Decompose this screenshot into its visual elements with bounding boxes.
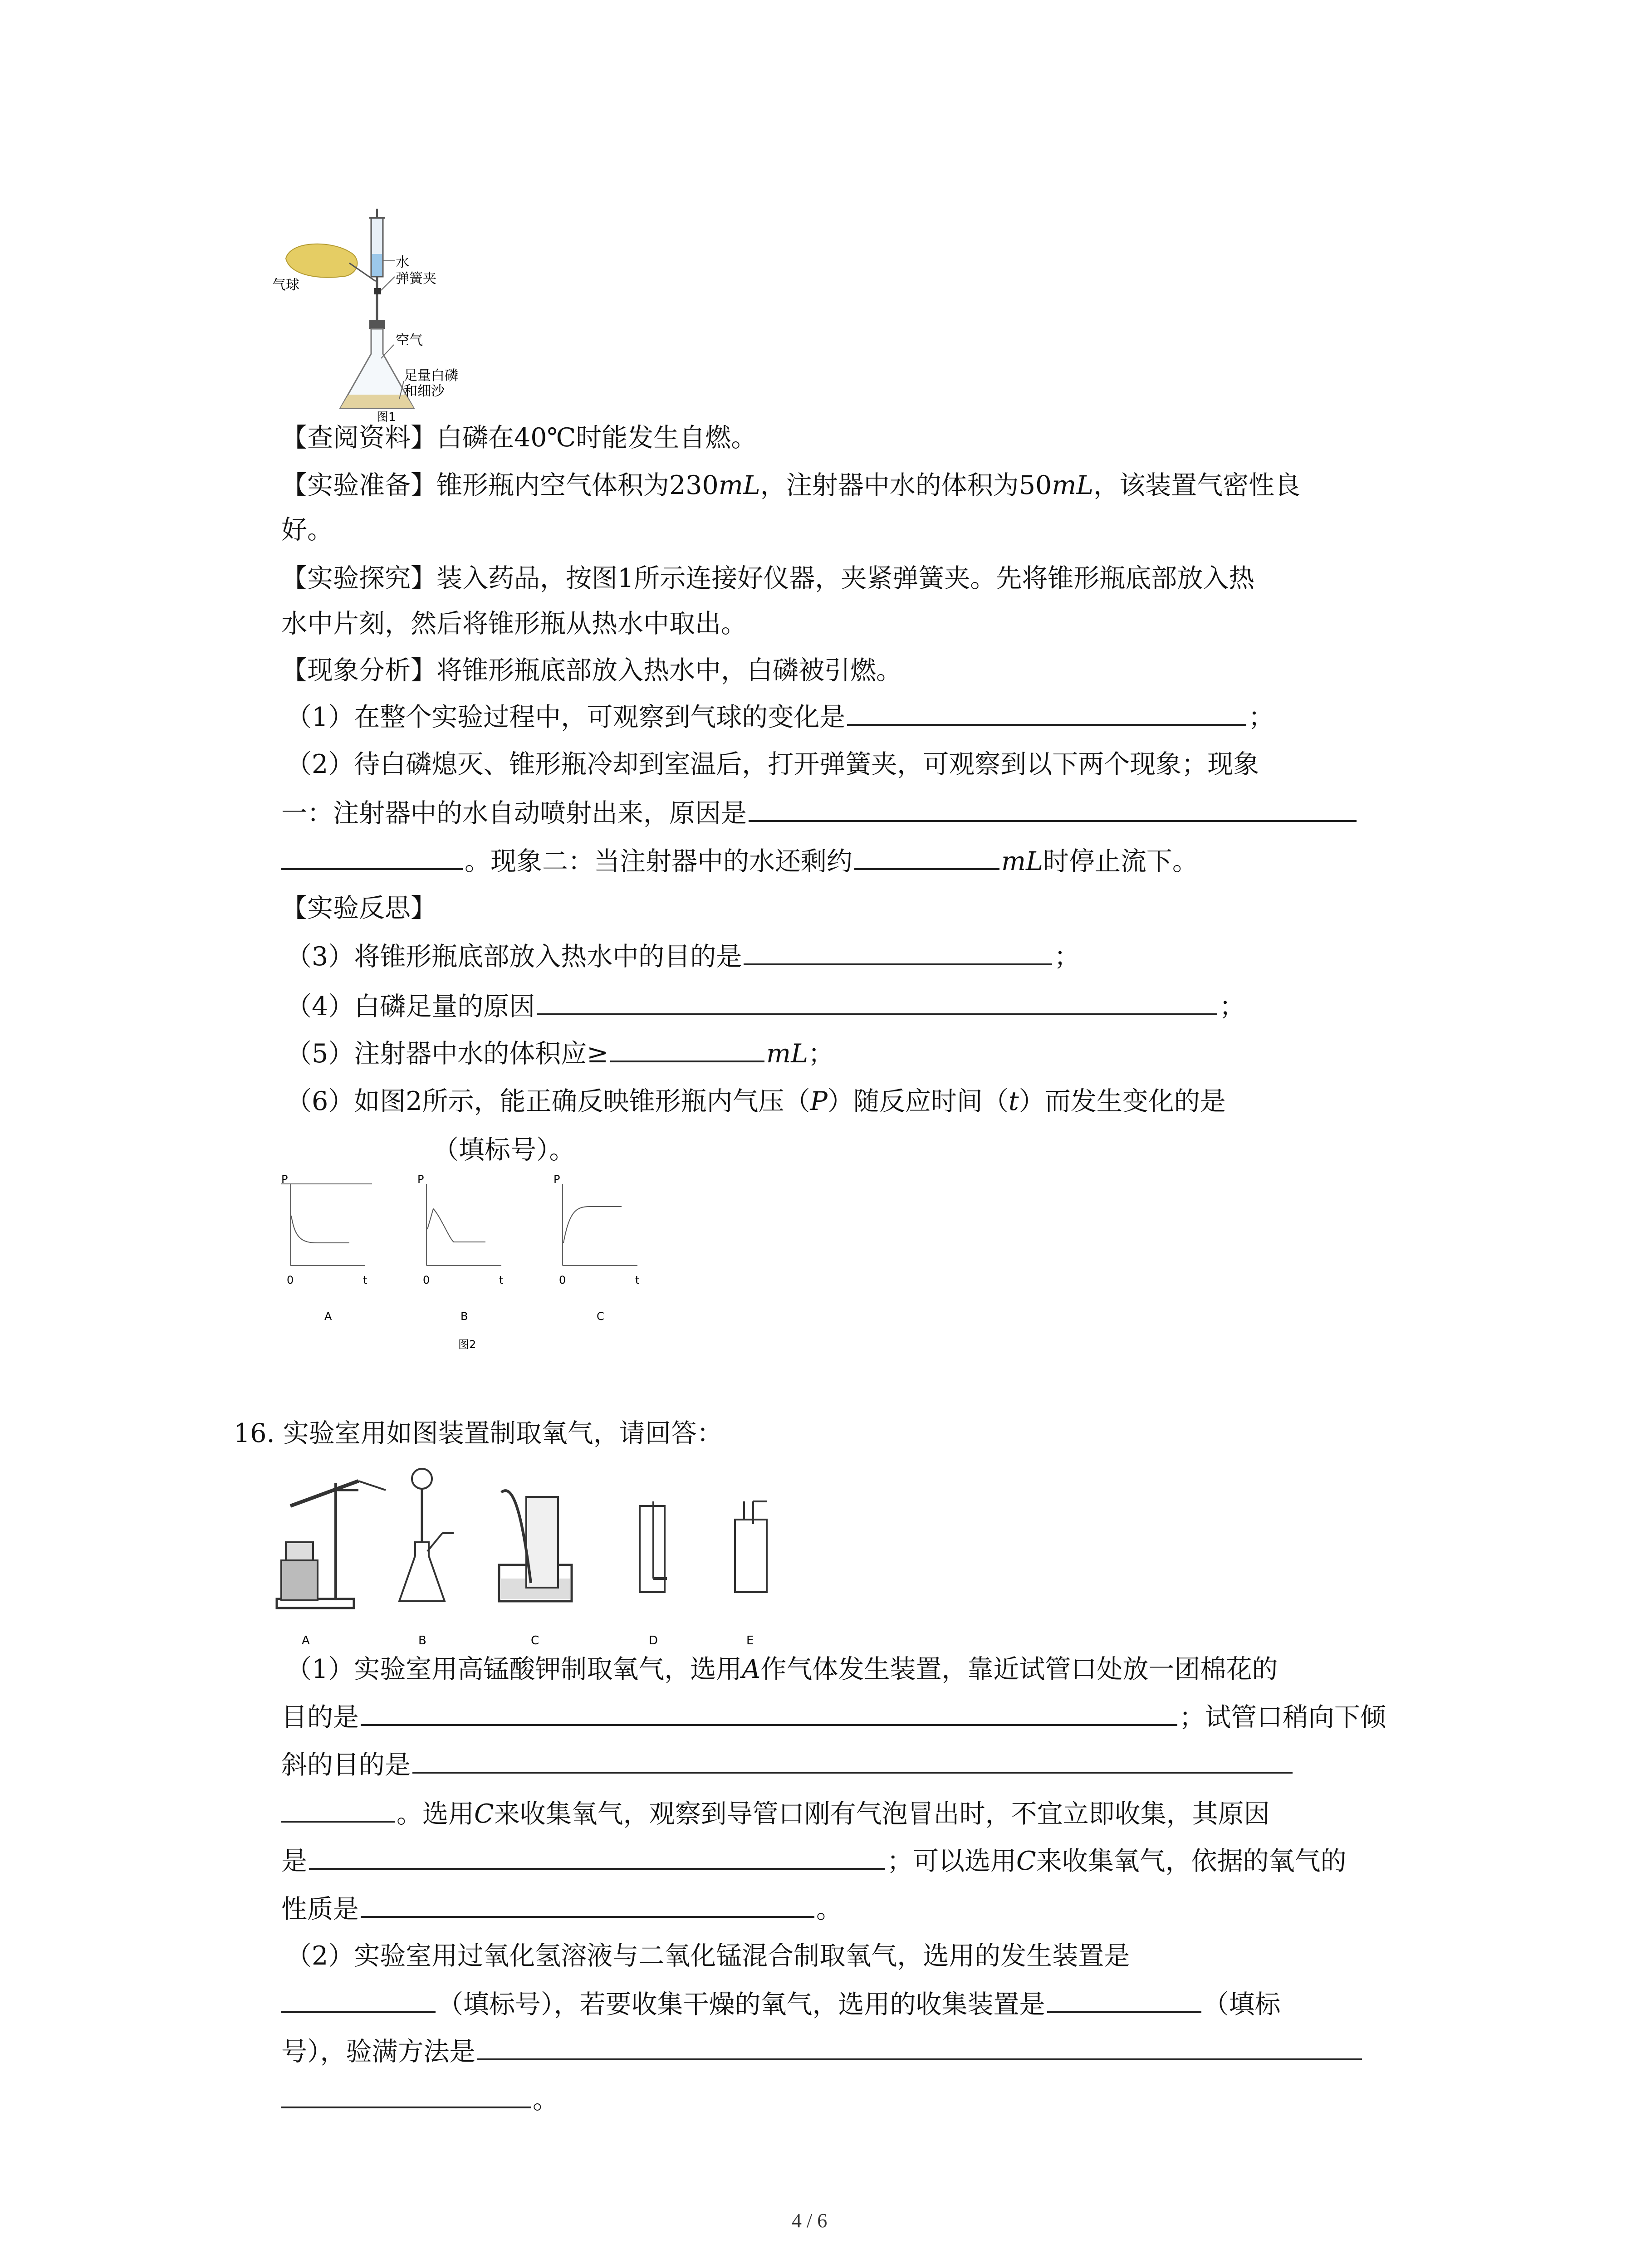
svg-text:B: B — [460, 1310, 468, 1323]
answer-blank-16c[interactable] — [281, 1795, 395, 1823]
svg-text:0: 0 — [559, 1274, 566, 1286]
answer-blank-16b[interactable] — [412, 1746, 1293, 1774]
figure-2-graphs — [272, 1175, 681, 1356]
analysis-line: 【现象分析】将锥形瓶底部放入热水中，白磷被引燃。 — [281, 655, 902, 685]
apparatus-b — [399, 1469, 454, 1647]
figure-1-apparatus — [272, 209, 508, 426]
q16-part1-line5: 是 ；可以选用C来收集氧气，依据的氧气的 — [281, 1843, 1347, 1879]
fig1-label-phosphorus: 足量白磷 — [404, 368, 458, 384]
q16-part1-line4: 。选用C来收集氧气，观察到导管口刚有气泡冒出时，不宜立即收集，其原因 — [279, 1795, 1270, 1832]
question-16-title: 16. 实验室用如图装置制取氧气，请回答： — [234, 1418, 723, 1448]
question-6: （6）如图2所示，能正确反映锥形瓶内气压（P）随反应时间（t）而发生变化的是 — [286, 1086, 1226, 1116]
answer-blank-3[interactable] — [744, 938, 1052, 965]
question-1: （1）在整个实验过程中，可观察到气球的变化是 ； — [286, 699, 1274, 735]
apparatus-c — [499, 1491, 572, 1647]
answer-blank-4[interactable] — [537, 988, 1217, 1015]
svg-text:P: P — [554, 1175, 560, 1186]
answer-blank-16d[interactable] — [309, 1843, 885, 1870]
svg-text:E: E — [746, 1634, 754, 1647]
fig2-caption: 图2 — [458, 1338, 476, 1351]
fig1-label-water: 水 — [396, 254, 409, 270]
answer-blank-2b[interactable] — [281, 843, 463, 870]
fig1-caption: 图1 — [377, 411, 396, 424]
svg-text:A: A — [302, 1634, 310, 1647]
answer-blank-16i[interactable] — [281, 2081, 531, 2108]
q16-part2-line1: （2）实验室用过氧化氢溶液与二氧化锰混合制取氧气，选用的发生装置是 — [286, 1941, 1130, 1971]
question-6-line-2: （填标号）。 — [279, 1132, 575, 1168]
answer-blank-6[interactable] — [281, 1133, 431, 1158]
graph-b — [417, 1175, 503, 1323]
svg-text:t: t — [363, 1274, 367, 1286]
question-2: （2）待白磷熄灭、锥形瓶冷却到室温后，打开弹簧夹，可观察到以下两个现象；现象 — [286, 749, 1259, 779]
answer-blank-16e[interactable] — [361, 1891, 814, 1918]
fig1-label-clip: 弹簧夹 — [396, 271, 436, 287]
question-5: （5）注射器中水的体积应≥ mL； — [286, 1035, 834, 1072]
question-4: （4）白磷足量的原因 ； — [286, 988, 1245, 1025]
q16-part2-line4: 。 — [279, 2081, 558, 2118]
question-2-line-2: 一：注射器中的水自动喷射出来，原因是 — [281, 795, 1358, 831]
svg-text:P: P — [417, 1175, 424, 1186]
figure-16-apparatus — [272, 1465, 789, 1647]
info-line: 【查阅资料】白磷在40℃时能发生自燃。 — [281, 423, 757, 453]
svg-text:C: C — [597, 1310, 604, 1323]
answer-blank-2a[interactable] — [749, 795, 1357, 822]
question-3: （3）将锥形瓶底部放入热水中的目的是 ； — [286, 938, 1080, 975]
reflection-heading: 【实验反思】 — [281, 893, 436, 923]
fig1-label-air: 空气 — [396, 332, 423, 348]
apparatus-a — [277, 1481, 386, 1647]
explore-line-2: 水中片刻，然后将锥形瓶从热水中取出。 — [281, 609, 747, 639]
answer-blank-5[interactable] — [610, 1035, 764, 1062]
answer-blank-16g[interactable] — [1047, 1986, 1201, 2013]
apparatus-e — [735, 1501, 767, 1647]
svg-text:P: P — [281, 1175, 288, 1186]
prep-line: 【实验准备】锥形瓶内空气体积为230mL，注射器中水的体积为50mL，该装置气密性良 — [281, 470, 1301, 500]
graph-c — [554, 1175, 639, 1323]
q16-part1-line1: （1）实验室用高锰酸钾制取氧气，选用A作气体发生装置，靠近试管口处放一团棉花的 — [286, 1654, 1278, 1684]
svg-text:A: A — [324, 1310, 332, 1323]
fig1-label-sand: 和细沙 — [404, 383, 445, 399]
question-2-line-3: 。现象二：当注射器中的水还剩约 mL时停止流下。 — [279, 843, 1198, 880]
answer-blank-1[interactable] — [847, 699, 1246, 726]
q16-part2-line2: （填标号），若要收集干燥的氧气，选用的收集装置是 （填标 — [279, 1986, 1281, 2023]
page-number: 4 / 6 — [792, 2209, 828, 2232]
explore-line: 【实验探究】装入药品，按图1所示连接好仪器，夹紧弹簧夹。先将锥形瓶底部放入热 — [281, 563, 1255, 593]
q16-part2-line3: 号），验满方法是 — [281, 2033, 1364, 2070]
svg-text:C: C — [531, 1634, 539, 1647]
svg-text:t: t — [635, 1274, 640, 1286]
q16-part1-line3: 斜的目的是 — [281, 1746, 1294, 1783]
graph-a — [281, 1175, 372, 1323]
answer-blank-16a[interactable] — [361, 1699, 1177, 1726]
answer-blank-16h[interactable] — [477, 2033, 1362, 2060]
svg-text:0: 0 — [287, 1274, 294, 1286]
svg-text:D: D — [649, 1634, 658, 1647]
apparatus-d — [640, 1501, 667, 1647]
svg-text:B: B — [418, 1634, 426, 1647]
q16-part1-line2: 目的是 ；试管口稍向下倾 — [281, 1699, 1386, 1735]
prep-line-2: 好。 — [281, 515, 333, 545]
answer-blank-2c[interactable] — [854, 843, 999, 870]
fig1-label-balloon: 气球 — [272, 277, 299, 293]
svg-text:t: t — [499, 1274, 504, 1286]
svg-text:0: 0 — [423, 1274, 430, 1286]
answer-blank-16f[interactable] — [281, 1986, 436, 2013]
q16-part1-line6: 性质是 。 — [281, 1891, 842, 1927]
